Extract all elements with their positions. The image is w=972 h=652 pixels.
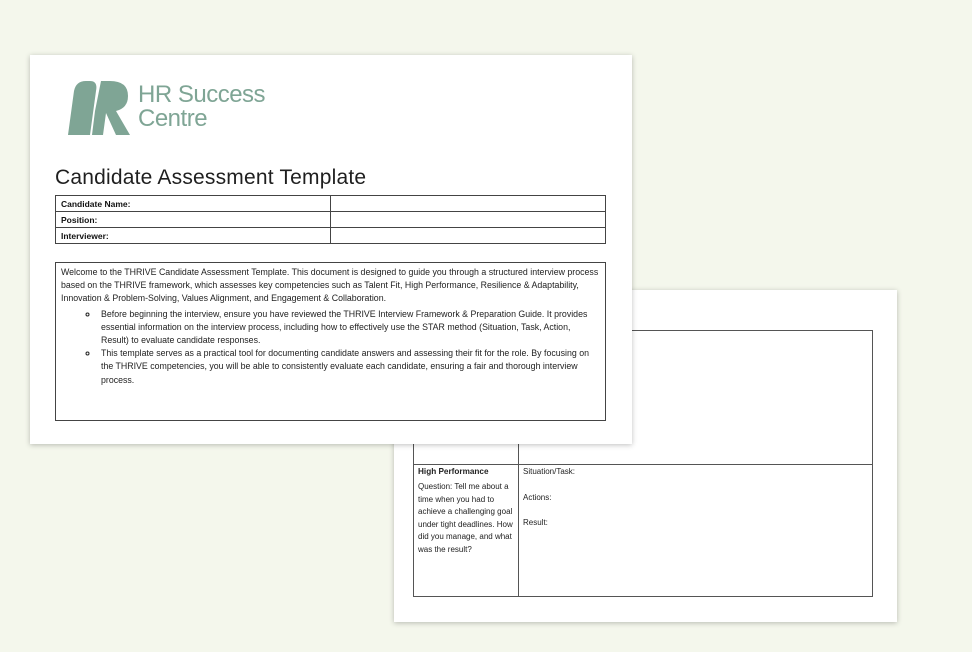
- candidate-info-table: [55, 195, 606, 244]
- list-item: ◦ This template serves as a practical tool for documenting candidate answers and assessing their fit for the role. By focusing on the THRIVE competencies, you will be able to consistently evaluate each candidate, ensuring a fair and thorough interview process.: [98, 347, 600, 387]
- interviewer-label: Interviewer:: [56, 228, 331, 244]
- document-title: Candidate Assessment Template: [55, 166, 367, 189]
- table-row: [56, 228, 606, 244]
- situation-label: Situation/Task:: [523, 467, 576, 476]
- position-value: [331, 212, 606, 228]
- assessment-page-front: [30, 55, 632, 444]
- position-label: Position:: [56, 212, 331, 228]
- competency-question: Question: Tell me about a time when you had to achieve a challenging goal under tight deadlines. How did you manage, and what was the result?: [418, 482, 513, 554]
- list-item: ◦ Before beginning the interview, ensure you have reviewed the THRIVE Interview Framework & Preparation Guide. It provides essential information on the interview process, including how to effectively use the STAR method (Situation, Task, Action, Result) to evaluate candidate responses.: [98, 308, 600, 348]
- intro-bullet-list: [61, 308, 600, 387]
- result-label: Result:: [523, 518, 548, 527]
- logo-wordmark: [138, 83, 265, 131]
- intro-box: [55, 262, 606, 421]
- candidate-name-value: [331, 196, 606, 212]
- hr-success-logo-icon: [68, 81, 130, 135]
- interviewer-value: [331, 228, 606, 244]
- logo-line-1: HR Success: [138, 81, 266, 108]
- table-row: [56, 196, 606, 212]
- actions-label: Actions:: [523, 493, 552, 502]
- competency-label: High Performance: [418, 467, 489, 476]
- logo-line-2: Centre: [138, 105, 208, 132]
- intro-paragraph: Welcome to the THRIVE Candidate Assessment Template. This document is designed to guide you through a structured interview process based on the THRIVE framework, which assesses key competencies such as Talent Fit, High Performance, Resilience & Adaptability, Innovation & Problem-Solving, Values Alignment, and Engagement & Collaboration.: [61, 267, 599, 304]
- table-row: [56, 212, 606, 228]
- candidate-name-label: Candidate Name:: [56, 196, 331, 212]
- table-divider: [414, 464, 872, 465]
